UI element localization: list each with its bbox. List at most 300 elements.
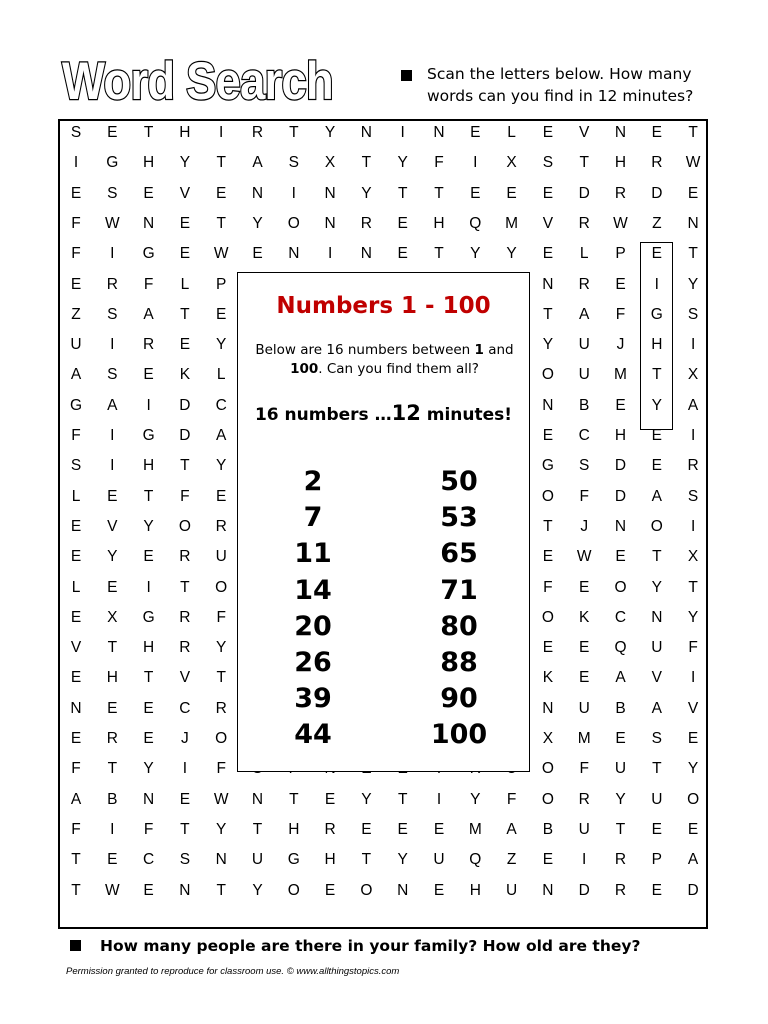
grid-letter: W (213, 790, 229, 808)
grid-letter: I (146, 578, 151, 596)
grid-letter: N (542, 396, 554, 414)
grid-letter: D (651, 184, 663, 202)
grid-letter: U (578, 366, 590, 384)
grid-letter: P (216, 275, 227, 293)
grid-letter: Y (651, 578, 662, 596)
grid-letter: T (361, 154, 372, 172)
grid-letter: H (288, 820, 300, 838)
grid-letter: I (146, 396, 151, 414)
grid-letter: O (360, 881, 373, 899)
grid-letter: R (614, 184, 627, 202)
grid-letter: Y (143, 760, 154, 778)
grid-letter: E (651, 124, 662, 141)
grid-letter: A (687, 851, 699, 869)
grid-letter: Z (652, 214, 662, 232)
grid-letter: O (541, 760, 554, 778)
grid-letter: E (542, 851, 554, 869)
grid-letter: B (579, 396, 590, 414)
grid-letter: R (215, 517, 227, 535)
grid-letter: C (614, 608, 627, 626)
grid-letter: U (505, 881, 518, 899)
grid-letter: T (289, 790, 299, 808)
grid-letter: M (614, 366, 627, 384)
grid-letter: O (178, 517, 191, 535)
grid-letter: S (687, 487, 699, 505)
grid-letter: X (542, 730, 554, 747)
grid-letter: T (180, 305, 190, 323)
grid-letter: E (107, 487, 118, 505)
grid-letter: T (216, 214, 226, 232)
grid-letter: I (219, 124, 224, 141)
grid-letter: K (179, 366, 191, 384)
grid-letter: A (252, 154, 263, 172)
grid-letter: A (579, 305, 590, 323)
grid-letter: S (651, 730, 662, 747)
grid-letter: N (324, 184, 336, 202)
grid-letter: I (473, 154, 478, 172)
grid-letter: A (687, 396, 699, 414)
grid-letter: E (542, 427, 554, 444)
grid-letter: L (216, 366, 226, 384)
grid-letter: O (650, 517, 663, 535)
panel-title: Numbers 1 - 100 (276, 293, 491, 319)
grid-letter: L (579, 245, 589, 263)
grid-letter: E (70, 669, 82, 687)
grid-letter: G (650, 305, 663, 323)
grid-letter: N (542, 275, 554, 293)
grid-letter: E (651, 245, 662, 263)
grid-letter: D (179, 427, 191, 444)
grid-letter: T (397, 790, 408, 808)
grid-letter: X (687, 548, 699, 566)
grid-letter: H (433, 214, 445, 232)
grid-letter: Y (361, 184, 372, 202)
grid-letter: F (180, 487, 190, 505)
grid-letter: J (580, 517, 589, 535)
grid-letter: W (613, 214, 628, 232)
grid-letter: V (179, 669, 191, 687)
grid-letter: E (70, 275, 82, 293)
grid-letter: A (70, 366, 82, 384)
numbers-panel (237, 272, 530, 772)
grid-letter: O (541, 608, 554, 626)
grid-letter: N (288, 245, 300, 263)
grid-letter: I (291, 184, 296, 202)
grid-letter: Y (397, 154, 408, 172)
grid-letter: T (143, 487, 154, 505)
grid-letter: R (578, 275, 590, 293)
grid-letter: K (542, 669, 554, 687)
grid-letter: T (289, 124, 299, 141)
grid-letter: E (107, 699, 118, 717)
grid-letter: X (687, 366, 699, 384)
grid-letter: G (287, 851, 300, 869)
grid-letter: X (107, 608, 118, 626)
grid-letter: Y (324, 124, 336, 141)
grid-letter: N (614, 124, 627, 141)
grid-letter: V (651, 669, 662, 687)
grid-letter: Y (506, 245, 517, 263)
grid-letter: B (615, 699, 626, 717)
grid-letter: E (107, 578, 118, 596)
grid-letter: F (615, 305, 626, 323)
grid-letter: I (690, 517, 696, 535)
grid-letter: T (180, 457, 190, 475)
grid-letter: H (142, 457, 155, 475)
grid-letter: E (324, 881, 336, 899)
grid-letter: N (142, 214, 155, 232)
grid-letter: T (579, 154, 589, 172)
grid-letter: M (505, 214, 519, 232)
instructions-bullet (401, 70, 412, 81)
grid-letter: E (615, 275, 626, 293)
grid-letter: Q (469, 214, 482, 232)
grid-letter: V (179, 184, 191, 202)
grid-letter: G (541, 457, 554, 475)
grid-letter: T (180, 820, 190, 838)
grid-letter: E (615, 396, 626, 414)
grid-letter: Y (397, 851, 408, 869)
grid-letter: O (614, 578, 627, 596)
grid-letter: U (433, 851, 445, 869)
grid-letter: R (578, 790, 590, 808)
number-item: 88 (440, 647, 478, 678)
grid-letter: O (541, 790, 554, 808)
grid-letter: N (179, 881, 191, 899)
grid-letter: E (70, 730, 82, 747)
grid-letter: E (542, 184, 554, 202)
grid-letter: W (685, 154, 701, 172)
grid-letter: O (287, 881, 300, 899)
grid-letter: F (71, 427, 81, 444)
grid-letter: C (215, 396, 227, 414)
grid-letter: T (71, 881, 81, 899)
grid-letter: T (434, 184, 444, 202)
grid-letter: E (179, 790, 191, 808)
number-item: 71 (440, 574, 478, 606)
grid-letter: N (651, 608, 663, 626)
grid-letter: E (579, 639, 590, 657)
grid-letter: R (251, 124, 264, 141)
grid-letter: Y (470, 245, 481, 263)
grid-letter: F (71, 760, 81, 778)
grid-letter: D (614, 487, 627, 505)
grid-letter: F (434, 154, 444, 172)
grid-letter: E (651, 427, 662, 444)
grid-letter: E (179, 245, 191, 263)
grid-letter: H (106, 669, 118, 687)
grid-letter: H (614, 427, 627, 444)
grid-letter: A (143, 305, 154, 323)
grid-letter: Y (252, 881, 263, 899)
grid-letter: R (614, 851, 627, 869)
grid-letter: V (579, 124, 590, 141)
grid-letter: E (216, 487, 227, 505)
grid-letter: R (215, 699, 227, 717)
grid-letter: M (468, 820, 482, 838)
grid-letter: E (397, 245, 408, 263)
grid-letter: E (615, 548, 626, 566)
footer-question: How many people are there in your family? How old are they? (100, 937, 641, 955)
grid-letter: G (142, 427, 155, 444)
number-item: 7 (303, 502, 323, 534)
grid-letter: T (252, 820, 263, 838)
grid-letter: Y (216, 820, 227, 838)
grid-letter: E (542, 124, 554, 141)
grid-letter: Y (470, 790, 481, 808)
grid-letter: H (324, 851, 336, 869)
grid-letter: Y (615, 790, 626, 808)
number-item: 11 (294, 538, 332, 570)
grid-letter: E (107, 124, 118, 141)
grid-letter: F (143, 275, 154, 293)
grid-letter: T (143, 669, 154, 687)
grid-letter: W (104, 214, 120, 232)
grid-letter: E (107, 851, 118, 869)
grid-letter: S (579, 457, 590, 475)
grid-letter: P (651, 851, 662, 869)
grid-letter: E (143, 881, 154, 899)
number-item: 26 (294, 647, 332, 678)
grid-letter: E (143, 366, 154, 384)
number-item: 53 (440, 502, 478, 534)
grid-letter: X (324, 154, 336, 172)
grid-letter: E (542, 639, 554, 657)
grid-letter: T (688, 245, 698, 263)
grid-letter: U (215, 548, 227, 566)
grid-letter: R (142, 336, 155, 354)
grid-letter: N (542, 699, 554, 717)
grid-letter: Q (469, 851, 482, 869)
grid-letter: S (107, 305, 118, 323)
grid-letter: E (179, 336, 191, 354)
grid-letter: X (506, 154, 517, 172)
grid-letter: Y (252, 214, 263, 232)
grid-letter: E (579, 669, 590, 687)
grid-letter: R (179, 548, 191, 566)
grid-letter: N (360, 124, 372, 141)
grid-letter: T (180, 578, 190, 596)
grid-letter: E (143, 699, 154, 717)
grid-letter: F (71, 820, 81, 838)
number-item: 39 (294, 683, 332, 715)
grid-letter: A (651, 487, 662, 505)
grid-letter: E (506, 184, 517, 202)
grid-letter: F (579, 760, 589, 778)
grid-letter: T (652, 760, 662, 778)
grid-letter: I (110, 336, 115, 354)
grid-letter: E (324, 790, 336, 808)
grid-letter: H (179, 124, 191, 141)
grid-letter: N (70, 699, 82, 717)
grid-letter: L (507, 124, 516, 141)
grid-letter: V (107, 517, 118, 535)
number-item: 14 (294, 574, 332, 606)
grid-letter: Y (361, 790, 372, 808)
grid-letter: I (582, 851, 587, 869)
grid-letter: E (143, 730, 154, 747)
grid-letter: E (433, 820, 445, 838)
grid-letter: E (361, 820, 372, 838)
grid-letter: L (71, 578, 81, 596)
grid-letter: R (324, 820, 336, 838)
grid-letter: E (70, 517, 82, 535)
grid-letter: R (106, 275, 118, 293)
grid-letter: I (654, 275, 659, 293)
grid-letter: E (70, 608, 82, 626)
grid-letter: N (397, 881, 409, 899)
grid-letter: R (614, 881, 627, 899)
grid-letter: H (469, 881, 481, 899)
number-item: 20 (294, 610, 332, 642)
grid-letter: E (542, 245, 554, 263)
number-item: 100 (430, 719, 488, 751)
grid-letter: R (106, 730, 118, 747)
number-item: 80 (440, 610, 478, 642)
grid-letter: F (216, 608, 226, 626)
grid-letter: P (615, 245, 626, 263)
grid-letter: G (142, 245, 155, 263)
grid-letter: G (69, 396, 83, 414)
grid-letter: F (543, 578, 553, 596)
grid-letter: Y (179, 154, 191, 172)
grid-letter: T (361, 851, 372, 869)
grid-letter: H (142, 154, 155, 172)
grid-letter: N (433, 124, 445, 141)
grid-letter: T (652, 548, 662, 566)
number-item: 90 (440, 683, 478, 715)
grid-letter: V (70, 639, 82, 657)
grid-letter: Y (687, 760, 699, 778)
grid-letter: D (614, 457, 627, 475)
grid-letter: I (110, 427, 115, 444)
grid-letter: U (578, 699, 590, 717)
grid-letter: I (690, 427, 696, 444)
grid-letter: I (110, 245, 115, 263)
grid-letter: I (436, 790, 442, 808)
grid-letter: W (213, 245, 229, 263)
grid-letter: W (576, 548, 592, 566)
grid-letter: N (360, 245, 372, 263)
grid-letter: T (71, 851, 81, 869)
grid-letter: F (506, 790, 517, 808)
grid-letter: G (142, 608, 155, 626)
grid-letter: O (215, 578, 228, 596)
grid-letter: B (542, 820, 554, 838)
grid-letter: N (324, 214, 336, 232)
grid-letter: F (216, 760, 226, 778)
grid-letter: R (687, 457, 699, 475)
grid-letter: L (71, 487, 81, 505)
grid-letter: T (143, 124, 154, 141)
grid-letter: Y (687, 608, 699, 626)
grid-letter: E (470, 124, 481, 141)
grid-letter: V (542, 214, 554, 232)
grid-letter: I (327, 245, 333, 263)
grid-letter: H (651, 336, 663, 354)
grid-letter: F (579, 487, 589, 505)
grid-letter: E (470, 184, 481, 202)
grid-letter: U (578, 336, 590, 354)
grid-letter: I (400, 124, 405, 141)
instructions-text: Scan the letters below. How many words can you find in 12 minutes? (427, 65, 694, 105)
grid-letter: U (651, 639, 663, 657)
number-item: 65 (440, 538, 478, 570)
grid-letter: E (397, 820, 408, 838)
grid-letter: D (179, 396, 191, 414)
grid-letter: E (651, 881, 662, 899)
found-word-highlight (640, 242, 673, 430)
grid-letter: S (70, 124, 82, 141)
grid-letter: D (578, 184, 590, 202)
grid-letter: E (70, 184, 82, 202)
grid-letter: U (578, 820, 590, 838)
grid-letter: M (577, 730, 591, 747)
grid-letter: T (397, 184, 408, 202)
grid-letter: R (179, 608, 191, 626)
grid-letter: F (143, 820, 154, 838)
grid-letter: E (651, 457, 662, 475)
grid-letter: Y (216, 639, 227, 657)
grid-letter: E (70, 548, 82, 566)
grid-letter: S (107, 366, 118, 384)
grid-letter: Y (216, 457, 227, 475)
grid-letter: Y (216, 336, 227, 354)
grid-letter: T (615, 820, 626, 838)
permission-note: Permission granted to reproduce for classroom use. © www.allthingstopics.com (66, 966, 400, 977)
grid-letter: Q (614, 639, 627, 657)
grid-letter: I (182, 760, 188, 778)
grid-letter: S (687, 305, 699, 323)
grid-letter: E (252, 245, 263, 263)
grid-letter: E (687, 184, 699, 202)
grid-letter: S (107, 184, 118, 202)
grid-letter: J (616, 336, 625, 354)
grid-letter: H (142, 639, 155, 657)
grid-letter: E (579, 578, 590, 596)
grid-letter: N (614, 517, 627, 535)
grid-letter: E (651, 820, 662, 838)
grid-letter: E (143, 184, 154, 202)
grid-letter: O (541, 487, 554, 505)
grid-letter: U (614, 760, 627, 778)
grid-letter: Y (687, 275, 699, 293)
grid-letter: Y (107, 548, 118, 566)
grid-letter: A (107, 396, 118, 414)
number-item: 2 (303, 466, 323, 497)
grid-letter: O (287, 214, 300, 232)
grid-letter: Y (542, 336, 554, 354)
grid-letter: V (687, 699, 699, 717)
grid-letter: R (360, 214, 372, 232)
grid-letter: T (543, 517, 553, 535)
grid-letter: O (541, 366, 554, 384)
grid-letter: T (652, 366, 662, 384)
grid-letter: W (104, 881, 120, 899)
grid-letter: N (215, 851, 227, 869)
grid-letter: U (651, 790, 663, 808)
grid-letter: T (216, 669, 226, 687)
grid-letter: S (288, 154, 299, 172)
grid-letter: T (216, 154, 226, 172)
grid-letter: J (181, 730, 189, 747)
grid-letter: I (690, 336, 696, 354)
grid-letter: N (142, 790, 155, 808)
grid-letter: F (71, 214, 81, 232)
grid-letter: N (687, 214, 699, 232)
grid-letter: A (615, 669, 626, 687)
grid-letter: G (106, 154, 119, 172)
